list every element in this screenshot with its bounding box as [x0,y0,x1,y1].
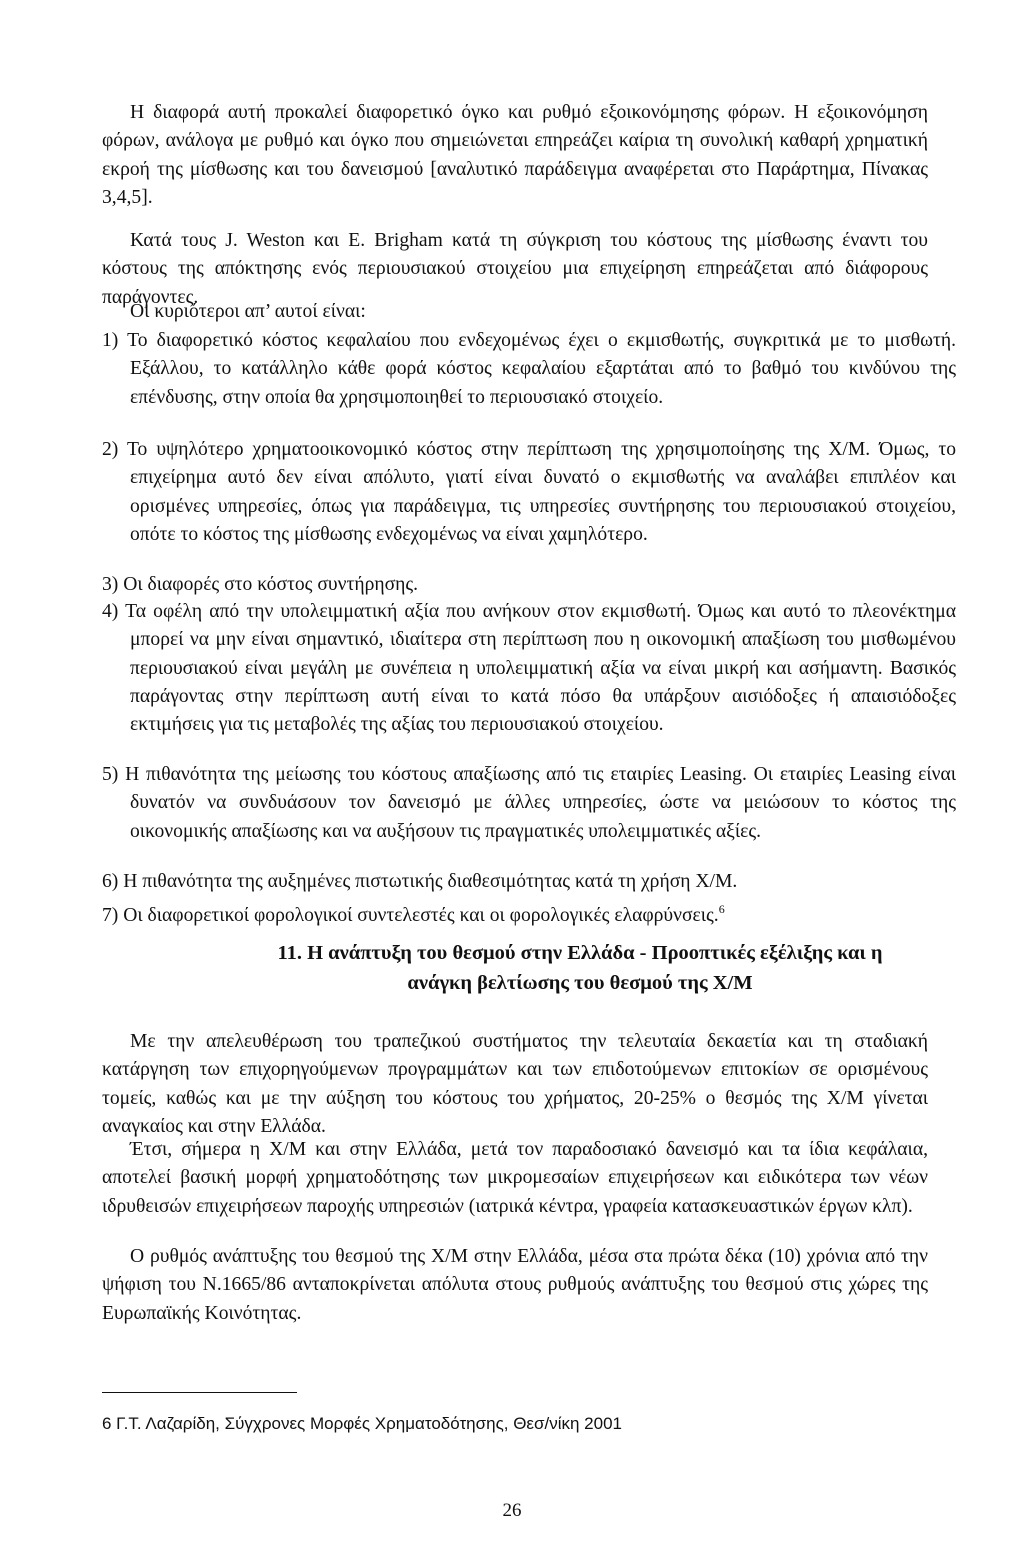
factor-item-5: 5) Η πιθανότητα της μείωσης του κόστους απαξίωσης από τις εταιρίες Leasing. Οι εταιρίες Leasing είναι δυνατόν να συνδυάσουν τον δανεισμό με άλλες υπηρεσίες, ώστε να μειώσουν το κόστος της οικονομικής απαξίωσης και να αυξήσουν τις πραγματικές υπολειμματικές αξίες. [102,764,956,842]
page-number: 26 [502,1500,522,1521]
factor-item-2: 2) Το υψηλότερο χρηματοοικονομικό κόστος στην περίπτωση της χρησιμοποίησης της Χ/Μ. Όμως, το επιχείρημα αυτό δεν είναι απόλυτο, γιατί είναι δυνατό ο εκμισθωτής να αναλάβει επιπλέον και ορισμένες υπηρεσίες, όπως για παράδειγμα, τις υπηρεσίες συντήρησης του περιουσιακού στοιχείου, οπότε το κόστος της μίσθωσης ενδεχομένως να είναι χαμηλότερο. [102,439,956,545]
intro-paragraph-3: Οι κυριότεροι απ’ αυτοί είναι: [130,301,366,322]
factor-item-4: 4) Τα οφέλη από την υπολειμματική αξία που ανήκουν στον εκμισθωτή. Όμως και αυτό το πλεονέκτημα μπορεί να μην είναι σημαντικό, ιδιαίτερα στη περίπτωση που η οικονομική απαξίωση του μισθωμένου περιουσιακού είναι μεγάλη με συνέπεια η υπολειμματική αξία να είναι μικρή και ασήμαντη. Βασικός παράγοντας στην περίπτωση αυτή είναι το κατά πόσο θα υπάρξουν αισιόδοξες ή απαισιόδοξες εκτιμήσεις για τις μεταβολές της αξίας του περιουσιακού στοιχείου. [102,601,956,736]
factor-item-1: 1) Το διαφορετικό κόστος κεφαλαίου που ενδεχομένως έχει ο εκμισθωτής, συγκριτικά με το μισθωτή. Εξάλλου, το κατάλληλο κάθε φορά κόστος κεφαλαίου εξαρτάται από το βαθμό του κινδύνου της επένδυσης, στην οποία θα χρησιμοποιηθεί το περιουσιακό στοιχείο. [102,330,956,408]
intro-paragraph-1: Η διαφορά αυτή προκαλεί διαφορετικό όγκο και ρυθμό εξοικονόμησης φόρων. Η εξοικονόμηση φόρων, ανάλογα με ρυθμό και όγκο που σημειώνεται επηρεάζει καίρια τη συνολική καθαρή χρηματική εκροή της μίσθωσης και του δανεισμού [αναλυτικό παράδειγμα αναφέρεται στο Παράρτημα, Πίνακας 3,4,5]. [102,102,928,208]
section-paragraph-2: Έτσι, σήμερα η Χ/Μ και στην Ελλάδα, μετά τον παραδοσιακό δανεισμό και τα ίδια κεφάλαια, αποτελεί βασική μορφή χρηματοδότησης των μικρομεσαίων επιχειρήσεων και ειδικότερα των νέων ιδρυθεισών επιχειρήσεων παροχής υπηρεσιών (ιατρικά κέντρα, γραφεία κατασκευαστικών έργων κλπ). [102,1139,928,1217]
factor-item-6: 6) Η πιθανότητα της αυξημένες πιστωτικής διαθεσιμότητας κατά τη χρήση Χ/Μ. [102,871,738,892]
footnote-divider [102,1392,297,1393]
section-paragraph-3: Ο ρυθμός ανάπτυξης του θεσμού της Χ/Μ στην Ελλάδα, μέσα στα πρώτα δέκα (10) χρόνια από την ψήφιση του Ν.1665/86 ανταποκρίνεται απόλυτα στους ρυθμούς ανάπτυξης του θεσμού στις χώρες της Ευρωπαϊκής Κοινότητας. [102,1246,928,1324]
factor-item-3: 3) Οι διαφορές στο κόστος συντήρησης. [102,574,419,595]
section-paragraph-1: Με την απελευθέρωση του τραπεζικού συστήματος την τελευταία δεκαετία και τη σταδιακή κατάργηση των επιχορηγούμενων προγραμμάτων και των επιδοτούμενων επιτοκίων σε ορισμένους τομείς, καθώς και με την αύξηση του κόστους του χρήματος, 20-25% ο θεσμός της Χ/Μ γίνεται αναγκαίος και στην Ελλάδα. [102,1031,928,1137]
section-heading-line-1: 11. Η ανάπτυξη του θεσμού στην Ελλάδα - Προοπτικές εξέλιξης και η [277,942,883,964]
footnote-marker: 6 [718,902,725,916]
intro-paragraph-2: Κατά τους J. Weston και E. Brigham κατά τη σύγκριση του κόστους της μίσθωσης έναντι του κόστους της απόκτησης ενός περιουσιακού στοιχείου μια επιχείρηση επηρεάζεται από διάφορους παράγοντες. [102,230,928,308]
factor-item-7-line [102,895,928,930]
factor-item-7: 7) Οι διαφορετικοί φορολογικοί συντελεστές και οι φορολογικές ελαφρύνσεις. [102,905,719,926]
footnote: 6 Γ.Τ. Λαζαρίδη, Σύγχρονες Μορφές Χρηματοδότησης, Θεσ/νίκη 2001 [102,1414,622,1433]
section-heading [230,938,930,998]
section-heading-line-2: ανάγκη βελτίωσης του θεσμού της Χ/Μ [407,972,753,994]
